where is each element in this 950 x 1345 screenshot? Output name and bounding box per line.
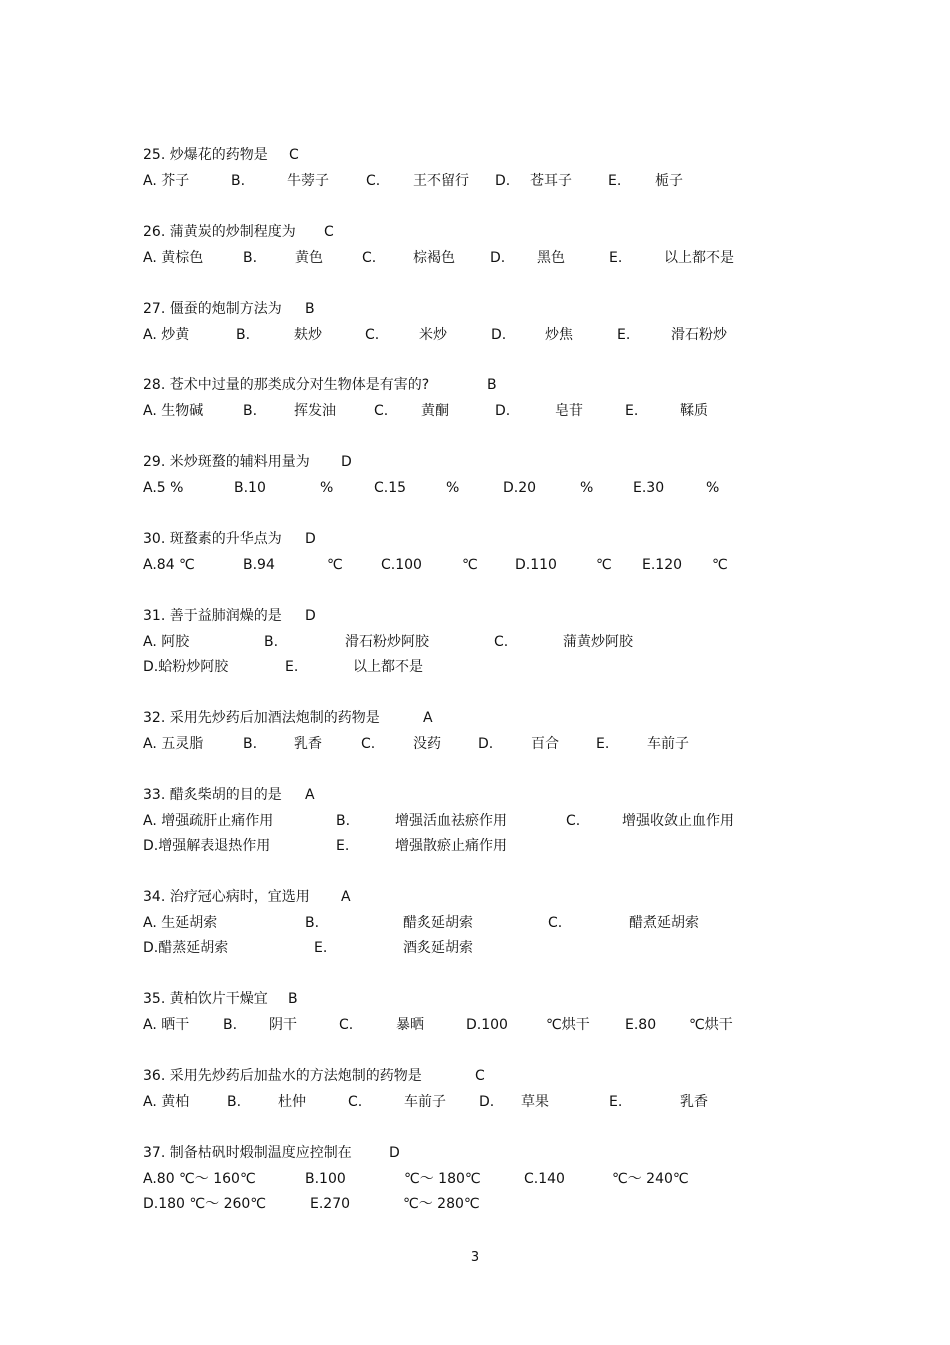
- option-letter: C.: [366, 172, 381, 189]
- option-text: ℃～ 180℃: [404, 1170, 481, 1187]
- options-line: [143, 655, 903, 681]
- option-text: 醋煮延胡索: [629, 914, 699, 931]
- options-line: [143, 553, 903, 579]
- question-block: [143, 1064, 903, 1115]
- question-stem-line: [143, 604, 903, 630]
- option-text: ℃～ 240℃: [612, 1170, 689, 1187]
- option-text: ℃～ 280℃: [403, 1196, 480, 1212]
- question-block: [143, 220, 903, 271]
- option-letter: C.: [566, 812, 581, 829]
- option-text: 增强散瘀止痛作用: [395, 838, 507, 854]
- option-text: 黄色: [295, 249, 323, 266]
- option-letter: C.: [362, 249, 377, 266]
- option-text: %: [320, 479, 334, 496]
- options-line: [143, 246, 903, 272]
- question-stem: 33. 醋炙柴胡的目的是: [143, 787, 282, 803]
- options-line: [143, 476, 903, 502]
- answer-letter: B: [487, 377, 497, 393]
- question-stem-line: [143, 143, 903, 169]
- option-letter: D.: [495, 402, 511, 419]
- option-text: 以上都不是: [664, 249, 734, 266]
- option-text: %: [706, 479, 720, 496]
- option-letter: D.: [490, 249, 506, 266]
- options-line: [143, 732, 903, 758]
- option-text: ℃: [327, 556, 343, 573]
- option-text: ℃烘干: [546, 1016, 590, 1033]
- option-text: B.10: [234, 479, 266, 496]
- page-number: 3: [470, 1250, 480, 1265]
- option-text: 增强活血祛瘀作用: [395, 812, 507, 829]
- option-text: E.270: [310, 1196, 351, 1212]
- option-text: A. 黄棕色: [143, 249, 204, 266]
- options-line: [143, 399, 903, 425]
- option-text: A.5 %: [143, 479, 184, 496]
- question-block: [143, 987, 903, 1038]
- option-text: C.15: [374, 479, 407, 496]
- question-stem-line: [143, 987, 903, 1013]
- question-block: [143, 527, 903, 578]
- option-text: B.100: [305, 1170, 346, 1187]
- option-text: 苍耳子: [530, 172, 572, 189]
- option-letter: D.: [478, 735, 494, 752]
- question-stem: 25. 炒爆花的药物是: [143, 147, 268, 163]
- option-text: C.100: [381, 556, 422, 573]
- option-text: D.180 ℃～ 260℃: [143, 1196, 267, 1212]
- question-stem: 35. 黄柏饮片干燥宜: [143, 991, 268, 1007]
- question-block: [143, 783, 903, 860]
- question-block: [143, 297, 903, 348]
- answer-letter: D: [305, 531, 316, 547]
- option-text: 蒲黄炒阿胶: [563, 633, 633, 650]
- question-stem-line: [143, 706, 903, 732]
- option-text: ℃: [462, 556, 478, 573]
- question-stem-line: [143, 783, 903, 809]
- option-text: A. 生物碱: [143, 402, 204, 419]
- options-line: [143, 169, 903, 195]
- option-text: 米炒: [419, 326, 447, 343]
- question-stem-line: [143, 373, 903, 399]
- option-text: 暴晒: [396, 1016, 424, 1033]
- option-text: 草果: [521, 1093, 549, 1110]
- option-text: ℃: [596, 556, 612, 573]
- option-letter: E.: [336, 838, 350, 854]
- option-letter: C.: [365, 326, 380, 343]
- options-line: [143, 630, 903, 656]
- option-letter: C.: [494, 633, 509, 650]
- option-text: 乳香: [680, 1093, 708, 1110]
- option-text: 醋炙延胡索: [403, 914, 473, 931]
- option-text: A. 炒黄: [143, 326, 190, 343]
- option-text: 增强收敛止血作用: [622, 812, 734, 829]
- option-letter: B.: [243, 402, 258, 419]
- option-text: 挥发油: [294, 402, 336, 419]
- options-line: [143, 911, 903, 937]
- answer-letter: A: [305, 787, 315, 803]
- option-letter: E.: [596, 735, 610, 752]
- option-text: 杜仲: [278, 1093, 306, 1110]
- question-block: [143, 373, 903, 424]
- question-stem-line: [143, 220, 903, 246]
- question-block: [143, 885, 903, 962]
- options-line: [143, 1192, 903, 1218]
- option-text: 滑石粉炒: [671, 326, 727, 343]
- answer-letter: A: [423, 710, 433, 726]
- option-text: ℃烘干: [689, 1016, 733, 1033]
- option-text: C.140: [524, 1170, 565, 1187]
- question-stem: 37. 制备枯矾时煅制温度应控制在: [143, 1145, 352, 1161]
- option-text: A.84 ℃: [143, 556, 195, 573]
- option-letter: B.: [223, 1016, 238, 1033]
- option-letter: E.: [609, 249, 623, 266]
- option-text: D.醋蒸延胡索: [143, 940, 229, 956]
- option-text: 黄酮: [421, 402, 449, 419]
- option-text: 棕褐色: [413, 249, 455, 266]
- option-letter: E.: [608, 172, 622, 189]
- options-line: [143, 1013, 903, 1039]
- option-text: E.30: [633, 479, 665, 496]
- answer-letter: B: [305, 301, 315, 317]
- option-text: 麸炒: [294, 326, 322, 343]
- option-text: 滑石粉炒阿胶: [345, 633, 429, 650]
- option-text: D.100: [466, 1016, 508, 1033]
- option-letter: D.: [491, 326, 507, 343]
- option-letter: B.: [227, 1093, 242, 1110]
- option-text: 王不留行: [413, 172, 469, 189]
- option-letter: C.: [339, 1016, 354, 1033]
- answer-letter: C: [289, 147, 299, 163]
- option-text: 没药: [413, 735, 441, 752]
- option-text: A. 生延胡索: [143, 914, 218, 931]
- answer-letter: B: [288, 991, 298, 1007]
- option-text: D.110: [515, 556, 557, 573]
- question-stem: 30. 斑蝥素的升华点为: [143, 531, 282, 547]
- option-letter: B.: [243, 735, 258, 752]
- option-text: 鞣质: [680, 402, 708, 419]
- question-stem: 26. 蒲黄炭的炒制程度为: [143, 224, 296, 240]
- option-letter: B.: [336, 812, 351, 829]
- option-text: D.20: [503, 479, 537, 496]
- option-letter: E.: [609, 1093, 623, 1110]
- options-line: [143, 1167, 903, 1193]
- question-stem: 28. 苍术中过量的那类成分对生物体是有害的?: [143, 377, 430, 393]
- option-text: A. 阿胶: [143, 633, 190, 650]
- options-line: [143, 936, 903, 962]
- option-text: D.蛤粉炒阿胶: [143, 659, 229, 675]
- answer-letter: D: [341, 454, 352, 470]
- question-stem: 36. 采用先炒药后加盐水的方法炮制的药物是: [143, 1068, 422, 1084]
- answer-letter: C: [324, 224, 334, 240]
- option-text: E.120: [642, 556, 683, 573]
- option-letter: B.: [264, 633, 279, 650]
- option-letter: E.: [617, 326, 631, 343]
- question-stem: 34. 治疗冠心病时，宜选用: [143, 889, 310, 905]
- option-letter: C.: [361, 735, 376, 752]
- question-stem-line: [143, 1141, 903, 1167]
- option-text: 车前子: [647, 735, 689, 752]
- question-stem-line: [143, 450, 903, 476]
- option-text: A. 黄柏: [143, 1093, 190, 1110]
- question-block: [143, 604, 903, 681]
- question-stem: 27. 僵蚕的炮制方法为: [143, 301, 282, 317]
- option-text: 车前子: [404, 1093, 446, 1110]
- option-letter: E.: [285, 659, 299, 675]
- answer-letter: D: [389, 1145, 400, 1161]
- options-line: [143, 834, 903, 860]
- answer-letter: C: [475, 1068, 485, 1084]
- question-block: [143, 450, 903, 501]
- option-text: 百合: [531, 735, 559, 752]
- options-line: [143, 323, 903, 349]
- question-stem: 29. 米炒斑蝥的辅料用量为: [143, 454, 310, 470]
- option-text: 栀子: [655, 172, 683, 189]
- answer-letter: D: [305, 608, 316, 624]
- option-text: 黑色: [537, 249, 565, 266]
- option-letter: E.: [625, 402, 639, 419]
- option-text: A.80 ℃～ 160℃: [143, 1170, 256, 1187]
- option-letter: D.: [479, 1093, 495, 1110]
- option-text: 牛蒡子: [287, 172, 329, 189]
- option-text: 乳香: [294, 735, 322, 752]
- question-block: [143, 1141, 903, 1218]
- options-line: [143, 1090, 903, 1116]
- answer-letter: A: [341, 889, 351, 905]
- option-text: ℃: [712, 556, 728, 573]
- option-letter: E.: [314, 940, 328, 956]
- option-letter: D.: [495, 172, 511, 189]
- option-letter: C.: [348, 1093, 363, 1110]
- option-text: A. 芥子: [143, 172, 190, 189]
- option-text: %: [580, 479, 594, 496]
- option-text: D.增强解表退热作用: [143, 838, 271, 854]
- option-text: A. 增强疏肝止痛作用: [143, 812, 274, 829]
- option-text: A. 晒干: [143, 1016, 190, 1033]
- question-block: [143, 143, 903, 194]
- option-text: 阴干: [269, 1016, 297, 1033]
- question-stem-line: [143, 527, 903, 553]
- option-text: E.80: [625, 1016, 657, 1033]
- option-letter: B.: [305, 914, 320, 931]
- option-text: 以上都不是: [353, 659, 423, 675]
- option-letter: C.: [374, 402, 389, 419]
- option-text: %: [446, 479, 460, 496]
- option-text: B.94: [243, 556, 275, 573]
- question-stem-line: [143, 885, 903, 911]
- question-stem: 31. 善于益肺润燥的是: [143, 608, 282, 624]
- option-text: 酒炙延胡索: [403, 940, 473, 956]
- question-stem-line: [143, 297, 903, 323]
- option-letter: C.: [548, 914, 563, 931]
- option-text: 皂苷: [555, 402, 583, 419]
- option-text: A. 五灵脂: [143, 735, 204, 752]
- option-letter: B.: [243, 249, 258, 266]
- question-stem-line: [143, 1064, 903, 1090]
- options-line: [143, 809, 903, 835]
- option-letter: B.: [231, 172, 246, 189]
- question-stem: 32. 采用先炒药后加酒法炮制的药物是: [143, 710, 380, 726]
- option-letter: B.: [236, 326, 251, 343]
- option-text: 炒焦: [545, 326, 573, 343]
- question-block: [143, 706, 903, 757]
